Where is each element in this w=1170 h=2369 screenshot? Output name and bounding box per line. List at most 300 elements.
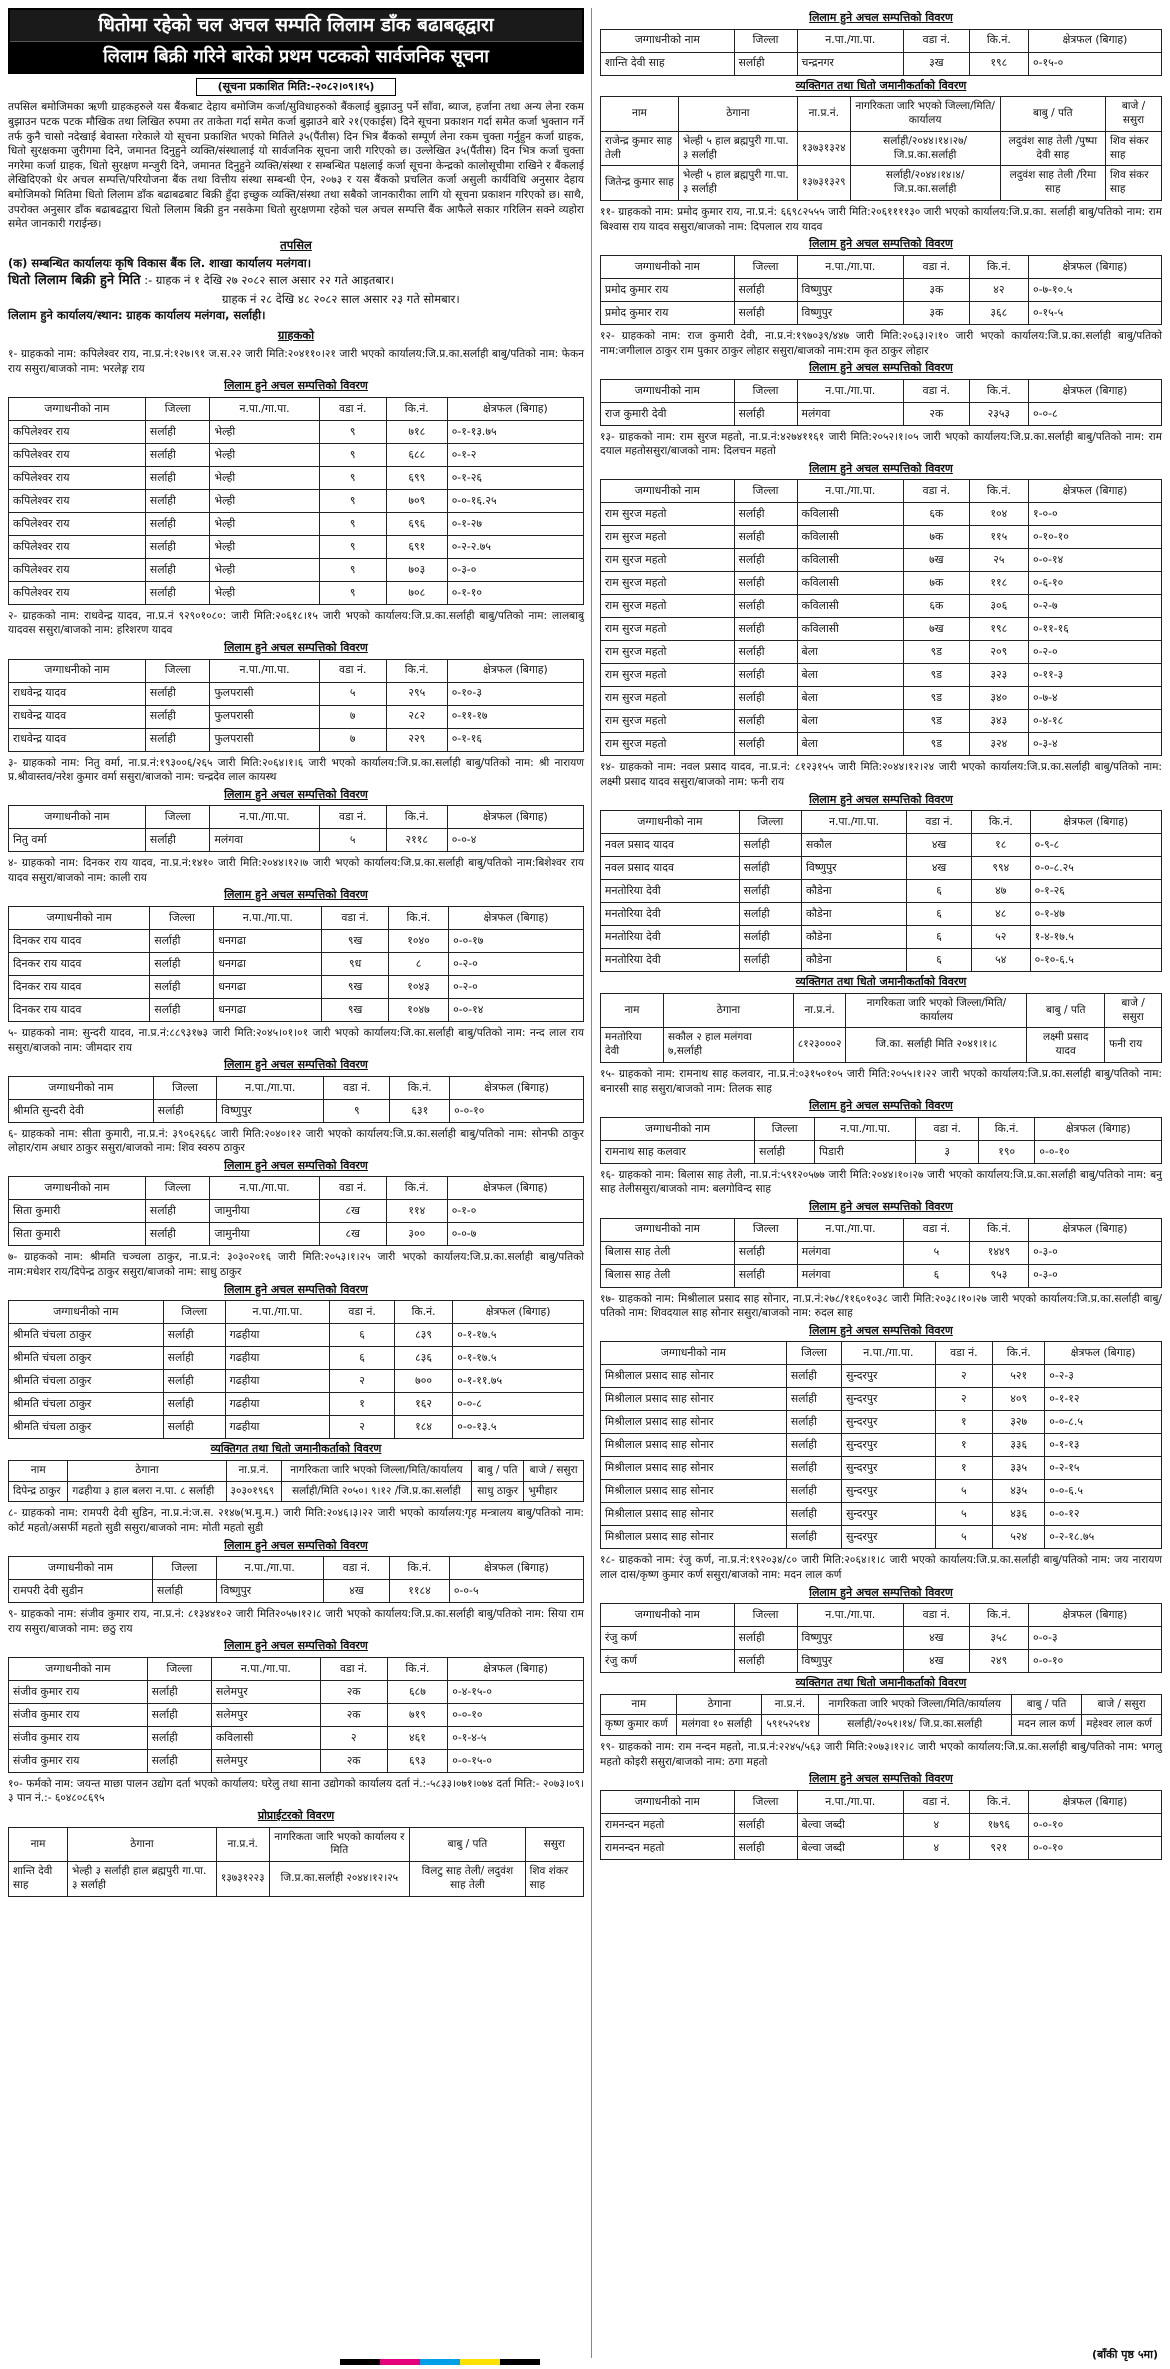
guarantor-table-title: व्यक्तिगत तथा धितो जमानीकर्ताको विवरण: [795, 78, 967, 92]
table-cell: ०-२-२.७५: [447, 535, 583, 558]
table-cell: राम सुरज महतो: [601, 572, 735, 595]
table-cell: ९: [324, 1099, 390, 1122]
table-cell: संजीव कुमार राय: [9, 1680, 148, 1703]
table-cell: सर्लाही/२०४४।१४।२७/ जि.प्र.का.सर्लाही: [850, 131, 1000, 166]
table-cell: ०-१-१२: [1045, 1388, 1162, 1411]
property-row: [601, 1627, 1162, 1650]
column-header: जग्गाधनीको नाम: [9, 806, 146, 829]
table-cell: ९: [319, 420, 386, 443]
table-cell: ८ख: [319, 1200, 386, 1223]
table-cell: ०-०-१५-०: [448, 1749, 584, 1772]
table-cell: ०-१५-५: [1029, 301, 1162, 324]
column-header: जग्गाधनीको नाम: [601, 1117, 755, 1140]
property-row: [601, 1480, 1162, 1503]
table-cell: सुन्दरपुर: [842, 1457, 935, 1480]
table-cell: मिश्रीलाल प्रसाद साह सोनार: [601, 1526, 787, 1549]
table-cell: २८२: [386, 705, 447, 728]
table-cell: सिता कुमारी: [9, 1200, 146, 1223]
table-cell: २११८: [386, 829, 447, 852]
column-header: जिल्ला: [150, 906, 214, 929]
table-cell: भेल्ही ३ सर्लाही हाल ब्रह्मपुरी गा.पा. ३ सर्लाही: [68, 1862, 217, 1897]
property-row: [9, 1324, 584, 1347]
table-cell: सुन्दरपुर: [842, 1503, 935, 1526]
office-value: कृषि विकास बैंक लि. शाखा कार्यालय मलंगवा।: [115, 256, 312, 270]
table-cell: कपिलेश्वर राय: [9, 420, 146, 443]
table-cell: ०-०-१०: [1029, 1836, 1162, 1859]
table-cell: ०-०-८.२५: [1030, 857, 1161, 880]
table-cell: श्रीमति चंचला ठाकुर: [9, 1347, 164, 1370]
table-cell: सर्लाही: [734, 549, 797, 572]
table-cell: २क: [904, 402, 970, 425]
table-cell: ११४: [386, 1200, 447, 1223]
table-cell: सर्लाही: [739, 834, 801, 857]
column-header: नागरिकता जारि भएको जिल्ला/मिति/कार्यालय: [846, 993, 1027, 1028]
table-cell: ३३५: [993, 1457, 1045, 1480]
customer-details: ४- ग्राहकको नाम: दिनकर राय यादव, ना.प्र.नं:१४१० जारी मिति:२०४४।१२।७ जारी भएको कार्यालय:जि.प्र.का.सर्लाही बाबु/पतिको नाम:बिशेश्वर राय यादव ससुरा/बाजको नाम: काली राय: [8, 857, 584, 884]
table-cell: श्रीमति सुन्दरी देवी: [9, 1099, 154, 1122]
table-cell: ११५: [969, 526, 1028, 549]
table-cell: २क: [320, 1680, 387, 1703]
table-cell: सर्लाही: [734, 618, 797, 641]
column-header: कि.नं.: [993, 1342, 1045, 1365]
customer-details: १०- फर्मको नाम: जयन्त माछा पालन उद्योग दर्ता भएको कार्यालय: घरेलु तथा साना उद्योगको कार्यालय दर्ता नं.:-५८३३।०७१।०७४ दर्ता मिति:- २०७३।०९।३ पान नं.:- ६०४८०८६९५: [8, 1777, 584, 1805]
property-row: [601, 52, 1162, 75]
property-row: [9, 466, 584, 489]
column-header: जग्गाधनीको नाम: [9, 1076, 154, 1099]
property-row: [9, 975, 584, 998]
table-cell: सर्लाही: [145, 420, 210, 443]
column-header: जिल्ला: [734, 1790, 797, 1813]
property-row: [601, 903, 1162, 926]
table-cell: सर्लाही: [145, 466, 210, 489]
table-cell: १०४: [969, 503, 1028, 526]
table-cell: श्रीमति चंचला ठाकुर: [9, 1370, 164, 1393]
property-table: [600, 1117, 1162, 1164]
table-cell: १०४०: [388, 929, 448, 952]
intro-paragraph: तपसिल बमोजिमका ऋणी ग्राहकहरुले यस बैंकबाट देहाय बमोजिम कर्जा/सुविधाहरुको बैंकलाई बुझाउनु पर्ने साँवा, ब्याज, हर्जाना तथा अन्य लेना रकम बुझाउन पटक पटक मौखिक तथा लिखित रुपमा तर ताकेता गर्दा समेत कर्जा बुझाउने बारे २१(एकाईस) दिने सूचना प्रकाशन गर्दा समेत कर्जा भुक्तान गर्ने तर्फ कुनै चासो नदेखाई बेवास्ता गरेकाले यो सूचना प्रकाशित भएको मितिले ३५(पैंतीस) दिन भित्र बैंकको सम्पूर्ण लेना रकम चुक्ता गर्नुहुन कर्जा ग्राहक, धितो सुरक्षकमा जुरीगमा दिने, जमानत दिनुहुने व्यक्ति/संस्थालाई यो सार्वजनिक सूचना जारी गरिएको छ। उल्लेखित ३५(पैंतीस) दिन भित्र कर्जा चुक्ता नगरेमा कर्जा ग्राहक, धितो सुरक्षण मन्जुरी दिने, जमानत दिनुहुने व्यक्ति/संस्था र सम्बन्धित पक्षलाई कर्जा सूचना केन्द्रको कालोसूचीमा राखिने र बैंकलाई लेखिदिएको धेर अचल सम्पत्ति/परियोजना बैंक तथा वित्तीय संस्था सम्बन्धी ऐन, २०७३ र यस बैंकको प्रचलित कर्जा असुली कार्यविधि अनुसार देहाय बमोजिमको मितिमा धितो लिलाम डाँक बढाबढबाट बिक्री हुँदा इच्छुक व्यक्ति/संस्था तथा सबैको जानकारीका लागि यो सूचना प्रकाशन गरिएको छ। साथै, उपरोक्त अनुसार डाँक बढाबढद्वारा धितो लिलाम बिक्री हुन नसकेमा धितो सुरक्षणमा रहेको चल अचल सम्पत्ति बैंक आफैले सकार गरिलिन सक्ने व्यहोरा समेत जानकारी गराईन्छ।: [8, 101, 584, 231]
table-cell: ९: [319, 558, 386, 581]
table-cell: सर्लाही: [734, 301, 797, 324]
table-cell: सर्लाही: [734, 664, 797, 687]
table-cell: राम सुरज महतो: [601, 595, 735, 618]
table-cell: ०-२-३: [1045, 1365, 1162, 1388]
property-row: [9, 998, 584, 1021]
table-cell: कौडेना: [801, 903, 906, 926]
column-header: कि.नं.: [969, 379, 1028, 402]
table-cell: सर्लाही/२०४४।१४।४/ जि.प्र.का.सर्लाही: [850, 166, 1000, 201]
table-cell: सर्लाही: [163, 1324, 225, 1347]
table-cell: कृष्ण कुमार कर्ण: [601, 1715, 677, 1736]
table-cell: गढहीया: [225, 1324, 330, 1347]
table-cell: सर्लाही: [734, 1627, 797, 1650]
table-cell: ४: [904, 1836, 970, 1859]
property-row: [601, 1503, 1162, 1526]
table-cell: मनतोरिया देवी: [601, 1028, 664, 1063]
table-cell: ६८७: [387, 1680, 448, 1703]
table-cell: मिश्रीलाल प्रसाद साह सोनार: [601, 1434, 787, 1457]
column-header: न.पा./गा.पा.: [797, 255, 903, 278]
table-cell: ०-२-१५: [1045, 1457, 1162, 1480]
table-cell: मिश्रीलाल प्रसाद साह सोनार: [601, 1388, 787, 1411]
table-cell: रामनन्दन महतो: [601, 1836, 735, 1859]
property-row: [9, 1703, 584, 1726]
column-header: कि.नं.: [386, 1177, 447, 1200]
table-cell: पिडारी: [815, 1140, 916, 1163]
column-header: जिल्ला: [145, 1177, 210, 1200]
property-table-title: लिलाम हुने अचल सम्पत्तिको विवरण: [224, 1639, 368, 1653]
column-header: कि.नं.: [969, 1790, 1028, 1813]
table-cell: ३६८: [969, 301, 1028, 324]
property-table: [600, 1341, 1162, 1549]
column-header: क्षेत्रफल (बिगाह): [1029, 29, 1162, 52]
table-cell: लदुवंश साह तेली /रिमा साह: [1000, 166, 1105, 201]
column-header: ना.प्र.नं.: [797, 97, 850, 132]
table-cell: ०-०-६.५: [1045, 1480, 1162, 1503]
column-header: क्षेत्रफल (बिगाह): [1029, 1218, 1162, 1241]
property-row: [601, 1365, 1162, 1388]
guarantor-row: [9, 1481, 584, 1502]
table-cell: कविलासी: [797, 503, 903, 526]
table-cell: सलेमपुर: [211, 1680, 320, 1703]
table-cell: दिनकर राय यादव: [9, 998, 150, 1021]
table-cell: ६: [330, 1347, 395, 1370]
table-cell: फुलपरासी: [210, 705, 319, 728]
column-header: जग्गाधनीको नाम: [601, 1342, 787, 1365]
column-header: बाबु / पति: [1027, 993, 1105, 1028]
guarantor-table: [600, 1694, 1162, 1737]
column-header: न.पा./गा.पा.: [797, 480, 903, 503]
table-cell: ७१९: [387, 1703, 448, 1726]
column-header: वडा नं.: [904, 255, 970, 278]
table-cell: १३७३१२२३: [216, 1862, 269, 1897]
property-row: [601, 1836, 1162, 1859]
table-cell: ६८८: [386, 443, 447, 466]
property-row: [9, 489, 584, 512]
column-header: जग्गाधनीको नाम: [9, 1657, 148, 1680]
column-header: वडा नं.: [904, 1218, 970, 1241]
table-cell: ६९३: [387, 1749, 448, 1772]
property-row: [9, 1749, 584, 1772]
table-cell: कविलासी: [797, 595, 903, 618]
column-header: न.पा./गा.पा.: [210, 1177, 319, 1200]
property-table-title: लिलाम हुने अचल सम्पत्तिको विवरण: [809, 1200, 953, 1214]
table-cell: ०-०-८: [1029, 402, 1162, 425]
venue-label: लिलाम हुने कार्यालय/स्थान:: [8, 308, 123, 323]
table-cell: कौडेना: [801, 949, 906, 972]
column-header: बाजे / ससुरा: [524, 1460, 584, 1481]
print-color-bar: [340, 2359, 540, 2365]
table-cell: ०-३-०: [447, 558, 583, 581]
property-row: [9, 420, 584, 443]
table-cell: शान्ति देवी साह: [9, 1862, 68, 1897]
table-cell: सर्लाही: [147, 1749, 211, 1772]
column-header: क्षेत्रफल (बिगाह): [447, 659, 583, 682]
column-header: वडा नं.: [904, 1604, 970, 1627]
table-cell: ०-१-११.७५: [453, 1370, 584, 1393]
column-header: ना.प्र.नं.: [762, 1694, 818, 1715]
table-cell: ७क: [904, 526, 970, 549]
column-header: क्षेत्रफल (बिगाह): [1045, 1342, 1162, 1365]
table-cell: २क: [320, 1749, 387, 1772]
table-cell: मलंगवा: [797, 1241, 903, 1264]
table-cell: चन्द्रनगर: [797, 52, 903, 75]
table-cell: राधवेन्द्र यादव: [9, 682, 146, 705]
table-cell: २९५: [386, 682, 447, 705]
customer-block: [600, 1292, 1162, 1550]
column-header: न.पा./गा.पा.: [216, 1557, 323, 1580]
column-header: जिल्ला: [163, 1301, 225, 1324]
column-header: न.पा./गा.पा.: [797, 1604, 903, 1627]
column-header: कि.नं.: [390, 1557, 450, 1580]
table-cell: बेला: [797, 687, 903, 710]
property-row: [601, 1434, 1162, 1457]
table-cell: कपिलेश्वर राय: [9, 489, 146, 512]
table-cell: ४ख: [904, 1627, 970, 1650]
table-cell: ०-०-१०: [1029, 1650, 1162, 1673]
table-cell: भेल्ही: [210, 558, 319, 581]
property-row: [601, 733, 1162, 756]
property-table: [8, 1176, 584, 1246]
column-header: नाम: [9, 1460, 68, 1481]
table-cell: सर्लाही: [786, 1526, 841, 1549]
column-header: वडा नं.: [322, 906, 389, 929]
table-cell: शान्ति देवी साह: [601, 52, 735, 75]
table-cell: प्रमोद कुमार राय: [601, 301, 735, 324]
table-cell: भेल्ही: [210, 466, 319, 489]
left-column: [8, 8, 584, 1899]
table-cell: ०-०-१७: [449, 929, 584, 952]
table-cell: ५: [935, 1503, 993, 1526]
customer-block: [8, 1250, 584, 1502]
table-cell: सर्लाही: [786, 1411, 841, 1434]
table-cell: ९: [319, 581, 386, 604]
column-header: जग्गाधनीको नाम: [9, 1301, 164, 1324]
table-cell: बिलास साह तेली: [601, 1241, 735, 1264]
table-cell: सकौल २ हाल मलंगवा ७,सर्लाही: [664, 1028, 794, 1063]
table-cell: जामुनीया: [210, 1223, 319, 1246]
table-cell: १: [935, 1411, 993, 1434]
table-cell: २: [935, 1365, 993, 1388]
column-header: जग्गाधनीको नाम: [601, 811, 740, 834]
property-row: [601, 834, 1162, 857]
column-header: ससुरा: [525, 1827, 583, 1862]
column-header: कि.नं.: [386, 806, 447, 829]
table-cell: १०४३: [388, 975, 448, 998]
table-cell: कपिलेश्वर राय: [9, 535, 146, 558]
table-cell: धनगढा: [214, 929, 322, 952]
column-header: क्षेत्रफल (बिगाह): [449, 906, 584, 929]
table-cell: ०-०-१०: [450, 1099, 584, 1122]
property-row: [9, 1726, 584, 1749]
table-cell: ४८: [971, 903, 1030, 926]
column-header: बाबु / पति: [1011, 1694, 1081, 1715]
property-row: [601, 949, 1162, 972]
property-row: [9, 1099, 584, 1122]
table-cell: राम सुरज महतो: [601, 733, 735, 756]
column-header: जग्गाधनीको नाम: [601, 1604, 735, 1627]
table-cell: ७ख: [904, 618, 970, 641]
column-header: क्षेत्रफल (बिगाह): [1029, 480, 1162, 503]
headline-line-2: लिलाम बिक्री गरिने बारेको प्रथम पटकको सार्वजनिक सूचना: [10, 41, 582, 72]
column-header: वडा नं.: [319, 659, 386, 682]
guarantor-table-title: व्यक्तिगत तथा धितो जमानीकर्ताको विवरण: [795, 975, 967, 989]
table-cell: सर्लाही: [145, 489, 210, 512]
column-header: कि.नं.: [394, 1301, 452, 1324]
table-cell: ५९१५२५१४: [762, 1715, 818, 1736]
property-row: [9, 952, 584, 975]
column-header: ठेगाना: [677, 1694, 762, 1715]
table-cell: ६: [907, 880, 972, 903]
property-table-title: लिलाम हुने अचल सम्पत्तिको विवरण: [809, 1772, 953, 1786]
table-cell: ८ख: [319, 1223, 386, 1246]
column-header: न.पा./गा.पा.: [211, 1657, 320, 1680]
table-cell: ०-११-३: [1029, 664, 1162, 687]
table-cell: सर्लाही: [163, 1370, 225, 1393]
table-cell: १: [330, 1393, 395, 1416]
table-cell: ०-६-१०: [1029, 572, 1162, 595]
column-header: जिल्ला: [145, 659, 210, 682]
property-row: [9, 443, 584, 466]
table-cell: फुलपरासी: [210, 728, 319, 751]
column-header: वडा नं.: [935, 1342, 993, 1365]
table-cell: सर्लाही: [145, 1200, 210, 1223]
table-cell: ०-१०-६.५: [1030, 949, 1161, 972]
table-cell: श्रीमति चंचला ठाकुर: [9, 1324, 164, 1347]
table-cell: नवल प्रसाद यादव: [601, 834, 740, 857]
property-table-title: लिलाम हुने अचल सम्पत्तिको विवरण: [224, 640, 368, 654]
column-header: कि.नं.: [969, 1604, 1028, 1627]
property-table-title: लिलाम हुने अचल सम्पत्तिको विवरण: [809, 1585, 953, 1599]
customer-block: [8, 609, 584, 752]
column-header: क्षेत्रफल (बिगाह): [1035, 1117, 1162, 1140]
table-cell: रामनाथ साह कलवार: [601, 1140, 755, 1163]
property-row: [601, 278, 1162, 301]
column-header: जग्गाधनीको नाम: [601, 480, 735, 503]
table-cell: २४९: [969, 1650, 1028, 1673]
property-row: [9, 581, 584, 604]
table-cell: ३: [916, 1140, 978, 1163]
table-cell: सर्लाही: [786, 1480, 841, 1503]
column-header: जिल्ला: [147, 1657, 211, 1680]
property-table: [8, 1300, 584, 1439]
column-header: जिल्ला: [145, 806, 210, 829]
property-row: [601, 618, 1162, 641]
column-header: वडा नं.: [319, 397, 386, 420]
guarantor-table-title: व्यक्तिगत तथा धितो जमानीकर्ताको विवरण: [210, 1442, 382, 1456]
property-row: [601, 572, 1162, 595]
table-cell: ५२४: [993, 1526, 1045, 1549]
table-cell: ४ख: [904, 1650, 970, 1673]
column-header: कि.नं.: [969, 480, 1028, 503]
column-header: न.पा./गा.पा.: [210, 659, 319, 682]
column-header: वडा नं.: [907, 811, 972, 834]
table-cell: कविलासी: [797, 618, 903, 641]
table-cell: ४३६: [993, 1503, 1045, 1526]
table-cell: गढहीया: [225, 1416, 330, 1439]
column-header: वडा नं.: [904, 379, 970, 402]
column-header: न.पा./गा.पा.: [797, 1790, 903, 1813]
table-cell: सर्लाही: [163, 1416, 225, 1439]
table-cell: कौडेना: [801, 926, 906, 949]
guarantor-row: [601, 131, 1162, 166]
customer-block: [600, 11, 1162, 201]
property-row: [9, 829, 584, 852]
table-cell: रंजु कर्ण: [601, 1627, 735, 1650]
table-cell: सर्लाही: [163, 1393, 225, 1416]
table-cell: ९: [319, 443, 386, 466]
table-cell: ७: [319, 728, 386, 751]
table-cell: २२९: [386, 728, 447, 751]
table-cell: १६२: [394, 1393, 452, 1416]
property-row: [9, 728, 584, 751]
table-cell: राज कुमारी देवी: [601, 402, 735, 425]
table-cell: विष्णुपुर: [797, 1650, 903, 1673]
table-cell: ३२४: [969, 733, 1028, 756]
table-cell: संजीव कुमार राय: [9, 1749, 148, 1772]
table-cell: कविलासी: [797, 526, 903, 549]
table-cell: ७क: [904, 572, 970, 595]
column-header: कि.नं.: [978, 1117, 1035, 1140]
table-cell: ०-१-१०: [447, 581, 583, 604]
column-header: बाजे / ससुरा: [1105, 993, 1162, 1028]
guarantor-table: [600, 96, 1162, 201]
table-cell: ६९६: [386, 512, 447, 535]
column-header: कि.नं.: [969, 29, 1028, 52]
column-header: न.पा./गा.पा.: [217, 1076, 324, 1099]
table-cell: १०४७: [388, 998, 448, 1021]
column-header: कि.नं.: [390, 1076, 450, 1099]
column-header: बाबु / पति: [472, 1460, 524, 1481]
column-header: कि.नं.: [969, 255, 1028, 278]
table-cell: सर्लाही: [786, 1457, 841, 1480]
table-cell: ०-१-२६: [1030, 880, 1161, 903]
guarantor-table-title: व्यक्तिगत तथा धितो जमानीकर्ताको विवरण: [795, 1676, 967, 1690]
property-row: [9, 1370, 584, 1393]
customer-block: [8, 1607, 584, 1773]
property-row: [601, 1241, 1162, 1264]
table-cell: सर्लाही: [734, 402, 797, 425]
auction-dates-line-2: ग्राहक नं २८ देखि ४८ २०८२ साल असार २३ गते सोमबार।: [222, 291, 460, 306]
customer-block: [600, 1168, 1162, 1288]
table-cell: सर्लाही: [150, 929, 214, 952]
table-cell: राम सुरज महतो: [601, 618, 735, 641]
table-cell: ०-०-८: [453, 1393, 584, 1416]
property-row: [601, 857, 1162, 880]
table-cell: ४६१: [387, 1726, 448, 1749]
table-cell: सर्लाही: [147, 1726, 211, 1749]
table-cell: मलंगवा: [797, 402, 903, 425]
property-row: [601, 1526, 1162, 1549]
table-cell: सर्लाही: [786, 1434, 841, 1457]
customer-details: १२- ग्राहकको नाम: राज कुमारी देवी, ना.प्र.नं:१९७०३९/४४७ जारी मिति:२०६३।२।१० जारी भएको कार्यालय:जि.प्र.का.सर्लाही बाबु/पतिको नाम:जगीलाल ठाकुर राम पुकार ठाकुर लोहार ससुरा/बाजको नाम:राम कृत ठाकुर लोहार: [600, 329, 1162, 357]
column-header: जिल्ला: [153, 1076, 216, 1099]
column-header: जिल्ला: [153, 1557, 217, 1580]
table-cell: ३०३०१९६९: [226, 1481, 281, 1502]
proprietor-row: [9, 1862, 584, 1897]
guarantor-row: [601, 166, 1162, 201]
table-cell: ६: [907, 949, 972, 972]
customer-details: ८- ग्राहकको नाम: रामपरी देवी सुडिन, ना.प्र.नं:ज.स. २१४७(भ.मु.म.) जारी मिति:२०४६।३।२२ जारी भएको कार्यालय:गृह मन्त्रालय बाबु/पतिको नाम: कोर्ट महतो/असर्फी महतो सुडी ससुरा/बाजको नाम: मोती महतो सुडी: [8, 1507, 584, 1535]
column-header: नाम: [601, 97, 679, 132]
table-cell: भेल्ही: [210, 512, 319, 535]
table-cell: मिश्रीलाल प्रसाद साह सोनार: [601, 1365, 787, 1388]
customer-block: [600, 1740, 1162, 1860]
table-cell: राम सुरज महतो: [601, 641, 735, 664]
table-cell: १९०: [978, 1140, 1035, 1163]
property-row: [601, 880, 1162, 903]
column-header: जिल्ला: [734, 480, 797, 503]
table-cell: सर्लाही: [145, 829, 210, 852]
